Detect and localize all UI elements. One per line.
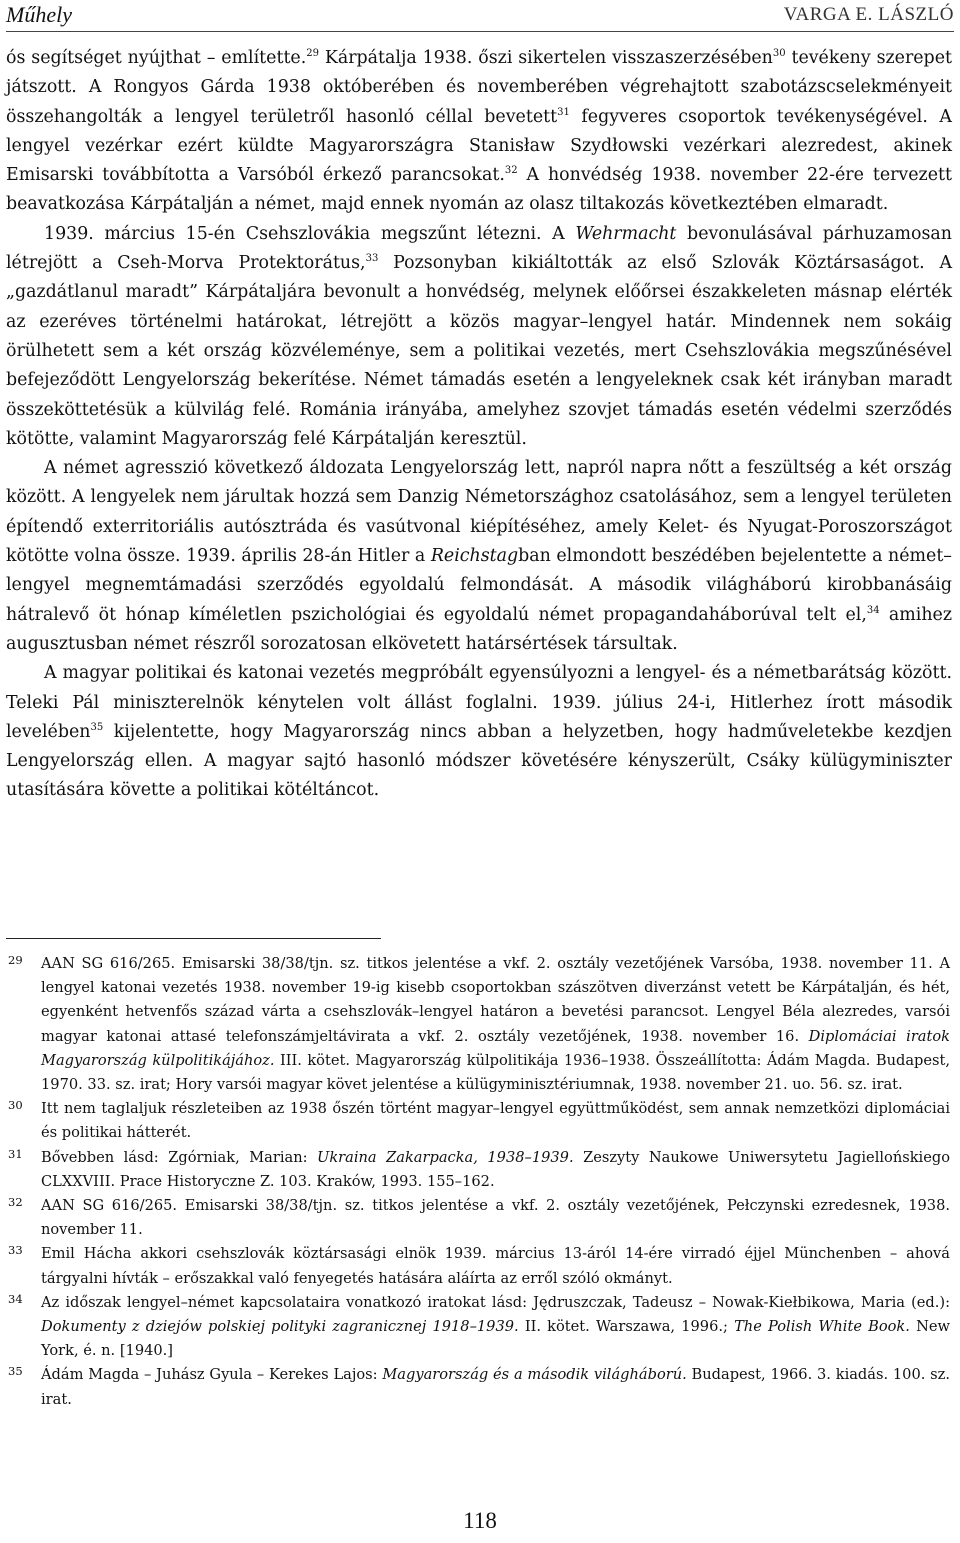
body-text bbox=[6, 44, 952, 806]
footnote-ref-35[interactable]: 35 bbox=[90, 721, 104, 733]
paragraph-1: ós segítséget nyújthat – említette.$^{29}$ Kárpátalja 1938. őszi sikertelen visszaszerzésében$^{30}$ tevékeny szerepet játszott. A Rongyos Gárda 1938 októberében és novemberében végrehajtott szabotázscselekményeit összehangolták a lengyel területről hasonló céllal bevetett$^{31}$ fegyveres csoportok tevékenységével. A lengyel vezérkar ezért küldte Magyarországra Stanisław Szydłowski vezérkari alezredest, akinek Emisarski továbbította a Varsóból érkező parancsokat.$^{32}$ A honvédség 1938. november 22-ére tervezett beavatkozása Kárpátalján a német, majd ennek nyomán az olasz tiltakozás következtében elmaradt. bbox=[6, 48, 952, 215]
footnote-number: 33 bbox=[8, 1243, 23, 1258]
paragraph-3: A német agresszió következő áldozata Lengyelország lett, napról napra nőtt a feszültség a két ország között. A lengyelek nem járultak hozzá sem Danzig Németországhoz csatolásához, sem a lengyel területen építendő exterritoriális autósztráda és vasútvonal kiépítéséhez, amely Kelet- és Nyugat-Poroszországot kötötte volna össze. 1939. április 28-án Hitler a Reichstagban elmondott beszédében bejelentette a német–lengyel megnemtámadási szerződés egyoldalú felmondását. A második világháború kirobbanásáig hátralevő öt hónap kíméletlen pszichológiai és egyoldalú német propagandaháborúval telt el,$^{34}$ amihez augusztusban német részről sorozatosan elkövetett határsértések társultak. bbox=[6, 458, 952, 654]
footnote-29: 29 AAN SG 616/265. Emisarski 38/38/tjn. sz. titkos jelentése a vkf. 2. osztály vezetőjének Varsóba, 1938. november 11. A lengyel katonai vezetés 1938. november 19-ig kisebb csoportokban szászötven diverzánst vetett be Kárpátalján, és hét, egyenként hetvenfős század várta a csehszlovák–lengyel határon a bevetési parancsot. Lengyel Béla alezredes, varsói magyar katonai attasé telefonszámjeltávirata a vkf. 2. osztály vezetőjének, 1938. november 16. Diplomáciai iratok Magyarország külpolitikájához. III. kötet. Magyarország külpolitikája 1936–1938. Összeállította: Ádám Magda. Budapest, 1970. 33. sz. irat; Hory varsói magyar követ jelentése a külügyminisztériumnak, 1938. november 21. uo. 56. sz. irat. bbox=[6, 952, 950, 1097]
footnote-34: 34 Az időszak lengyel–német kapcsolataira vonatkozó iratokat lásd: Jędruszczak, Tadeusz – Nowak-Kiełbikowa, Maria (ed.): Dokumenty z dziejów polskiej polityki zagranicznej 1918–1939. II. kötet. Warszawa, 1996.; The Polish White Book. New York, é. n. [1940.] bbox=[6, 1291, 950, 1364]
footnote-number: 29 bbox=[8, 953, 23, 967]
footnote-rule bbox=[6, 938, 381, 939]
paragraph-2: 1939. március 15-én Csehszlovákia megszűnt létezni. A Wehrmacht bevonulásával párhuzamosan létrejött a Cseh-Morva Protektorátus,$^{33}$ Pozsonyban kikiáltották az első Szlovák Köztársaságot. A „gazdátlanul maradt” Kárpátaljára bevonult a honvédség, melynek előőrsei északkeleten másnap elérték az ezeréves történelmi határokat, létrejött a közös magyar–lengyel határ. Mindennek nem sokáig örülhetett sem a két ország közvéleménye, sem a politikai vezetés, mert Csehszlovákia megszűnésével befejeződött Lengyelország bekerítése. Német támadás esetén a lengyeleknek csak két irányban maradt összeköttetésük a külvilág felé. Románia irányába, amelyhez szovjet támadás esetén védelmi szerződés kötötte, valamint Magyarország felé Kárpátalján keresztül. bbox=[6, 223, 952, 449]
footnote-ref-33[interactable]: 33 bbox=[365, 253, 379, 265]
footnote-32: 32 AAN SG 616/265. Emisarski 38/38/tjn. sz. titkos jelentése a vkf. 2. osztály vezetőjének, Pełczynski ezredesnek, 1938. november 11. bbox=[6, 1194, 950, 1242]
footnote-ref-34[interactable]: 34 bbox=[866, 604, 880, 616]
paragraph-4: A magyar politikai és katonai vezetés megpróbált egyensúlyozni a lengyel- és a németbarátság között. Teleki Pál miniszterelnök kénytelen volt állást foglalni. 1939. július 24-i, Hitlerhez írott második levelében$^{35}$ kijelentette, hogy Magyarország nincs abban a helyzetben, hogy hadműveletekbe kezdjen Lengyelország ellen. A magyar sajtó hasonló módszer követésére kényszerült, Csáky külügyminiszter utasítására követte a politikai kötéltáncot. bbox=[6, 663, 952, 801]
footnote-31: 31 Bővebben lásd: Zgórniak, Marian: Ukraina Zakarpacka, 1938–1939. Zeszyty Naukowe Uniwersytetu Jagiellońskiego CLXXVIII. Prace Historyczne Z. 103. Kraków, 1993. 155–162. bbox=[6, 1146, 950, 1194]
footnote-number: 34 bbox=[8, 1291, 23, 1306]
footnote-number: 30 bbox=[8, 1098, 23, 1113]
footnote-ref-30[interactable]: 30 bbox=[772, 48, 786, 59]
footnote-ref-32[interactable]: 32 bbox=[504, 165, 518, 177]
footnote-33: 33 Emil Hácha akkori csehszlovák köztársasági elnök 1939. március 13-áról 14-ére virradó éjjel Münchenben – ahová tárgyalni hívták – erőszakkal való fenyegetés hatására aláírta az erről szóló okmányt. bbox=[6, 1242, 950, 1290]
footnotes bbox=[6, 952, 950, 1412]
footnote-ref-29[interactable]: 29 bbox=[306, 48, 319, 59]
footnote-ref-31[interactable]: 31 bbox=[557, 106, 570, 118]
footnote-number: 35 bbox=[8, 1364, 23, 1379]
page-number: 118 bbox=[463, 1508, 497, 1533]
section-title: Műhely bbox=[6, 2, 72, 27]
footnote-number: 31 bbox=[8, 1146, 23, 1161]
header-rule bbox=[6, 31, 954, 32]
footnote-35: 35 Ádám Magda – Juhász Gyula – Kerekes Lajos: Magyarország és a második világháború. Budapest, 1966. 3. kiadás. 100. sz. irat. bbox=[6, 1363, 950, 1411]
footnote-30: 30 Itt nem taglaljuk részleteiben az 1938 őszén történt magyar–lengyel együttműködést, sem annak nemzetközi diplomáciai és politikai hátterét. bbox=[6, 1097, 950, 1145]
footnote-number: 32 bbox=[8, 1195, 23, 1210]
running-header bbox=[6, 0, 954, 30]
author-name: VARGA E. LÁSZLÓ bbox=[783, 4, 954, 25]
